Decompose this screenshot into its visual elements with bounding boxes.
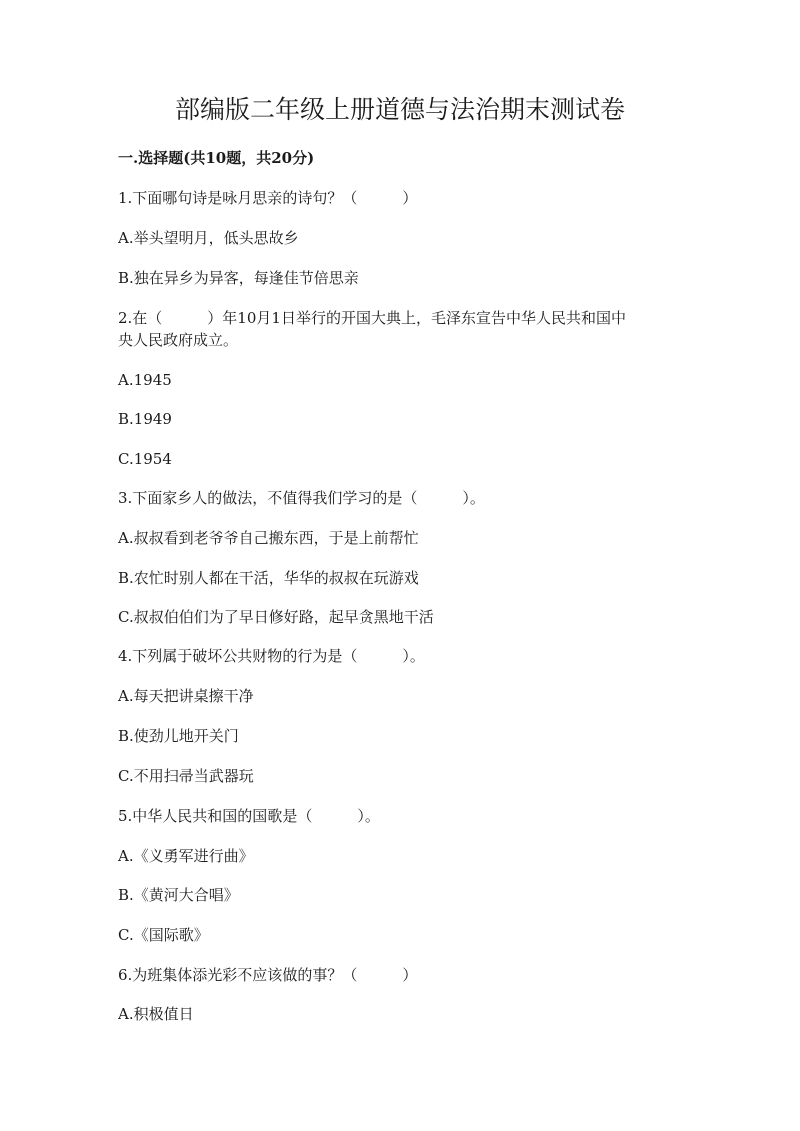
page-title: 部编版二年级上册道德与法治期末测试卷 [174,95,625,124]
question-3-option-c: C.叔叔伯伯们为了早日修好路，起早贪黑地干活 [118,608,434,626]
question-2-stem-line-2: 央人民政府成立。 [118,331,239,349]
question-4-option-a: A.每天把讲桌擦干净 [118,687,254,705]
question-5-option-b: B.《黄河大合唱》 [118,886,239,904]
question-3-option-b: B.农忙时别人都在干活，华华的叔叔在玩游戏 [118,569,419,587]
question-2-option-b: B.1949 [118,410,172,428]
question-1-option-a: A.举头望明月，低头思故乡 [118,229,299,247]
question-2-option-c: C.1954 [118,450,172,468]
question-5-stem: 5.中华人民共和国的国歌是（ ）。 [118,807,380,825]
question-4-stem: 4.下列属于破坏公共财物的行为是（ ）。 [118,647,425,665]
question-5-option-a: A.《义勇军进行曲》 [118,847,254,865]
question-3-stem: 3.下面家乡人的做法，不值得我们学习的是（ ）。 [118,489,485,507]
question-4-option-b: B.使劲儿地开关门 [118,727,239,745]
question-1-stem: 1.下面哪句诗是咏月思亲的诗句？（ ） [118,189,418,207]
question-3-option-a: A.叔叔看到老爷爷自己搬东西，于是上前帮忙 [118,529,419,547]
question-4-option-c: C.不用扫帚当武器玩 [118,767,254,785]
question-6-stem: 6.为班集体添光彩不应该做的事？（ ） [118,966,418,984]
question-5-option-c: C.《国际歌》 [118,926,209,944]
section-heading: 一.选择题(共10题，共20分) [118,149,315,167]
question-2-stem-line-1: 2.在（ ）年10月1日举行的开国大典上，毛泽东宣告中华人民共和国中 [118,309,626,327]
question-6-option-a: A.积极值日 [118,1005,194,1023]
question-1-option-b: B.独在异乡为异客，每逢佳节倍思亲 [118,269,359,287]
question-2-option-a: A.1945 [118,371,172,389]
